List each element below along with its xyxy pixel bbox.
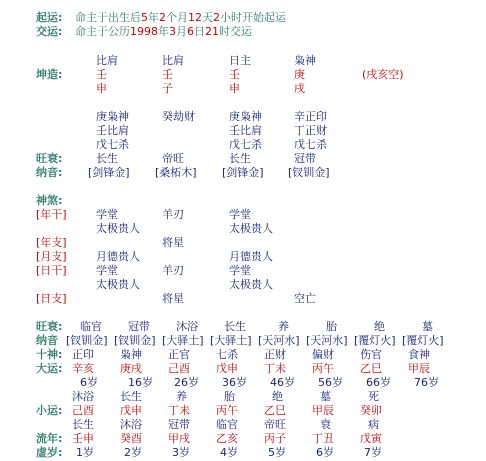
liunian-cell: 乙亥 <box>216 432 238 445</box>
hidden-day-1: 庚枭神 <box>229 110 262 123</box>
xiaoyun-cell: 丙午 <box>216 404 238 417</box>
dayun-nayin-cell: [覆灯火] <box>354 334 396 347</box>
liunian-cell: 戊寅 <box>360 432 382 445</box>
dayun-nayin-cell: [大驿土] <box>162 334 204 347</box>
dayun-wangshuai-cell: 长生 <box>224 320 246 333</box>
dayun-dayun-cell: 庚戌 <box>120 362 142 375</box>
pillar-header-month: 比肩 <box>162 54 184 67</box>
dayun-dayun-cell: 丙午 <box>312 362 334 375</box>
dayun-nayin-cell: [覆灯火] <box>402 334 444 347</box>
dayun-dayun-cell: 辛亥 <box>72 362 94 375</box>
dayun-wangshuai-label: 旺衰: <box>36 320 63 333</box>
hidden-year-3: 戊七杀 <box>96 138 129 151</box>
dayun-dayun-cell: 丁未 <box>264 362 286 375</box>
shensha-label-niangan: [年干] <box>36 208 67 221</box>
hidden-hour-3: 戊七杀 <box>294 138 327 151</box>
dayun-age-cell: 6岁 <box>80 376 98 389</box>
wangshuai-month: 帝旺 <box>162 152 184 165</box>
branch-hour: 戌 <box>294 82 305 95</box>
nayin-month: [桑柘木] <box>155 166 197 179</box>
dayun-shishen-cell: 正财 <box>264 348 286 361</box>
dayun-wangshuai-cell: 墓 <box>422 320 433 333</box>
xiaoyun-bottom-cell: 沐浴 <box>120 418 142 431</box>
shensha-item: 将星 <box>162 292 184 305</box>
xiaoyun-cell: 甲辰 <box>312 404 334 417</box>
jiaoyun-text: 命主于公历1998年3月6日21时交运 <box>75 25 252 38</box>
xiaoyun-top-cell: 胎 <box>224 390 235 403</box>
shensha-item: 羊刃 <box>162 264 184 277</box>
dayun-wangshuai-cell: 胎 <box>326 320 337 333</box>
shensha-label-yuezhi: [月支] <box>36 250 67 263</box>
xiaoyun-top-cell: 长生 <box>120 390 142 403</box>
dayun-shishen-label: 十神: <box>36 348 63 361</box>
dayun-wangshuai-cell: 绝 <box>374 320 385 333</box>
dayun-wangshuai-cell: 临官 <box>80 320 102 333</box>
dayun-shishen-cell: 正官 <box>168 348 190 361</box>
shensha-item: 将星 <box>162 236 184 249</box>
xiaoyun-top-cell: 死 <box>368 390 379 403</box>
dayun-nayin-cell: [天河水] <box>258 334 300 347</box>
xiaoyun-bottom-cell: 病 <box>368 418 379 431</box>
dayun-age-cell: 36岁 <box>222 376 247 389</box>
shensha-label-rigan: [日干] <box>36 264 67 277</box>
shensha-item: 学堂 <box>229 208 251 221</box>
shensha-item: 太极贵人 <box>229 222 273 235</box>
liunian-label: 流年: <box>36 432 63 445</box>
liunian-cell: 壬申 <box>72 432 94 445</box>
nayin-year: [剑锋金] <box>88 166 130 179</box>
xiaoyun-cell: 己酉 <box>72 404 94 417</box>
wangshuai-label: 旺衰: <box>36 152 63 165</box>
dayun-age-cell: 16岁 <box>128 376 153 389</box>
wangshuai-year: 长生 <box>96 152 118 165</box>
dayun-shishen-cell: 正印 <box>72 348 94 361</box>
xusui-label: 虚岁: <box>36 446 63 459</box>
xiaoyun-top-cell: 沐浴 <box>72 390 94 403</box>
hidden-year-2: 壬比肩 <box>96 124 129 137</box>
nayin-label: 纳音: <box>36 166 63 179</box>
dayun-nayin-cell: [钗钏金] <box>66 334 108 347</box>
xusui-cell: 7岁 <box>364 446 382 459</box>
pillar-header-hour: 枭神 <box>294 54 316 67</box>
dayun-nayin-cell: [天河水] <box>306 334 348 347</box>
branch-month: 子 <box>162 82 173 95</box>
shensha-item: 太极贵人 <box>96 222 140 235</box>
shensha-title: 神煞: <box>36 194 63 207</box>
dayun-shishen-cell: 偏财 <box>312 348 334 361</box>
shensha-item: 太极贵人 <box>96 278 140 291</box>
dayun-dayun-cell: 己酉 <box>168 362 190 375</box>
dayun-dayun-cell: 戊申 <box>216 362 238 375</box>
xiaoyun-label: 小运: <box>36 404 63 417</box>
dayun-age-cell: 66岁 <box>366 376 391 389</box>
branch-day: 申 <box>229 82 240 95</box>
qiyun-label: 起运: <box>36 11 63 24</box>
hidden-day-3: 戊七杀 <box>229 138 262 151</box>
xiaoyun-bottom-cell: 帝旺 <box>264 418 286 431</box>
xiaoyun-cell: 癸卯 <box>360 404 382 417</box>
xusui-cell: 6岁 <box>316 446 334 459</box>
dayun-age-cell: 56岁 <box>318 376 343 389</box>
xusui-cell: 5岁 <box>268 446 286 459</box>
shensha-item: 太极贵人 <box>229 278 273 291</box>
dayun-dayun-label: 大运: <box>36 362 63 375</box>
wangshuai-day: 长生 <box>229 152 251 165</box>
jiaoyun-label: 交运: <box>36 25 63 38</box>
xiaoyun-top-cell: 绝 <box>272 390 283 403</box>
pillar-header-year: 比肩 <box>96 54 118 67</box>
hidden-day-2: 壬比肩 <box>229 124 262 137</box>
shensha-item: 学堂 <box>96 208 118 221</box>
liunian-cell: 癸酉 <box>120 432 142 445</box>
shensha-label-nianzhi: [年支] <box>36 236 67 249</box>
dayun-age-cell: 76岁 <box>414 376 439 389</box>
xiaoyun-bottom-cell: 临官 <box>216 418 238 431</box>
xiaoyun-bottom-cell: 衰 <box>320 418 331 431</box>
shensha-item: 学堂 <box>229 264 251 277</box>
dayun-shishen-cell: 伤官 <box>360 348 382 361</box>
dayun-shishen-cell: 食神 <box>408 348 430 361</box>
xiaoyun-cell: 乙巳 <box>264 404 286 417</box>
qiyun-text: 命主于出生后5年2个月12天2小时开始起运 <box>75 11 286 24</box>
dayun-shishen-cell: 七杀 <box>216 348 238 361</box>
dayun-shishen-cell: 枭神 <box>120 348 142 361</box>
xiaoyun-top-cell: 墓 <box>320 390 331 403</box>
xiaoyun-cell: 戊申 <box>120 404 142 417</box>
shensha-label-rizhi: [日支] <box>36 292 67 305</box>
dayun-age-cell: 46岁 <box>270 376 295 389</box>
kongwang: (戌亥空) <box>362 68 404 81</box>
dayun-nayin-label: 纳音 <box>36 334 58 347</box>
dayun-dayun-cell: 乙巳 <box>360 362 382 375</box>
nayin-hour: [钗钏金] <box>288 166 330 179</box>
hidden-month-1: 癸劫财 <box>162 110 195 123</box>
wangshuai-hour: 冠带 <box>294 152 316 165</box>
shensha-item: 月德贵人 <box>229 250 273 263</box>
shensha-item: 羊刃 <box>162 208 184 221</box>
xiaoyun-top-cell: 养 <box>176 390 187 403</box>
liunian-cell: 丙子 <box>264 432 286 445</box>
stem-day: 壬 <box>229 68 240 81</box>
xusui-cell: 2岁 <box>124 446 142 459</box>
stem-hour: 庚 <box>294 68 305 81</box>
xusui-cell: 1岁 <box>76 446 94 459</box>
stem-year: 壬 <box>96 68 107 81</box>
xiaoyun-bottom-cell: 冠带 <box>168 418 190 431</box>
dayun-wangshuai-cell: 养 <box>278 320 289 333</box>
nayin-day: [剑锋金] <box>222 166 264 179</box>
branch-year: 申 <box>96 82 107 95</box>
xiaoyun-bottom-cell: 长生 <box>72 418 94 431</box>
xusui-cell: 4岁 <box>220 446 238 459</box>
shensha-item: 月德贵人 <box>96 250 140 263</box>
xusui-cell: 3岁 <box>172 446 190 459</box>
qianzao-label: 坤造: <box>36 68 63 81</box>
stem-month: 壬 <box>162 68 173 81</box>
shensha-item: 空亡 <box>294 292 316 305</box>
dayun-nayin-cell: [钗钏金] <box>114 334 156 347</box>
dayun-wangshuai-cell: 冠带 <box>128 320 150 333</box>
dayun-nayin-cell: [大驿土] <box>210 334 252 347</box>
liunian-cell: 甲戌 <box>168 432 190 445</box>
liunian-cell: 丁丑 <box>312 432 334 445</box>
hidden-hour-1: 辛正印 <box>294 110 327 123</box>
dayun-wangshuai-cell: 沐浴 <box>176 320 198 333</box>
hidden-hour-2: 丁正财 <box>294 124 327 137</box>
dayun-age-cell: 26岁 <box>174 376 199 389</box>
dayun-dayun-cell: 甲辰 <box>408 362 430 375</box>
pillar-header-day: 日主 <box>229 54 251 67</box>
shensha-item: 学堂 <box>96 264 118 277</box>
hidden-year-1: 庚枭神 <box>96 110 129 123</box>
xiaoyun-cell: 丁未 <box>168 404 190 417</box>
